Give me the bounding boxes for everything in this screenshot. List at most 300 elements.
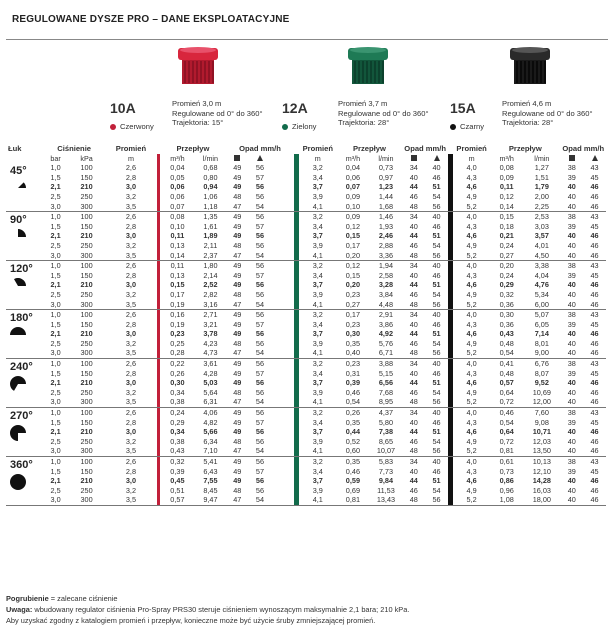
table-cell: 56 — [255, 310, 265, 320]
table-cell: 0,26 — [170, 368, 185, 378]
table-cell: 250 — [80, 240, 93, 250]
unit-lmin: l/min — [378, 153, 394, 163]
arc-cell — [6, 261, 43, 310]
table-cell: 210 — [80, 476, 93, 486]
table-cell: 2,6 — [125, 261, 137, 271]
table-row — [6, 163, 606, 173]
table-cell: 4,1 — [299, 202, 336, 212]
table-cell: 4,50 — [523, 251, 560, 261]
table-cell: 57 — [255, 368, 265, 378]
table-cell: 0,80 — [203, 172, 218, 182]
arc-90-icon — [10, 229, 43, 248]
table-cell: 2,37 — [195, 251, 226, 261]
triangle-precip-icon — [592, 155, 598, 161]
table-cell: 54 — [432, 240, 441, 250]
table-cell: 2,8 — [125, 417, 137, 427]
table-cell: 4,1 — [299, 251, 336, 261]
spacer-cell — [271, 310, 294, 320]
table-cell: 4,3 — [466, 319, 477, 329]
table-cell: 3,88 — [378, 359, 394, 369]
table-row — [6, 182, 606, 192]
table-cell: 47 — [226, 251, 249, 261]
table-cell: 100 — [80, 212, 93, 222]
table-cell: 46 — [409, 387, 418, 397]
arc-270-icon — [10, 425, 43, 444]
table-cell: 4,6 — [466, 280, 477, 290]
nozzle-12a-image — [338, 44, 398, 90]
table-cell: 5,66 — [203, 427, 218, 437]
table-cell: 47 — [226, 202, 249, 212]
table-cell: 4,3 — [466, 221, 477, 231]
table-cell: 0,07 — [345, 182, 360, 192]
table-cell: 10,13 — [532, 457, 551, 466]
table-cell: 0,26 — [345, 408, 360, 418]
table-row — [6, 320, 606, 330]
table-cell: 0,17 — [345, 240, 360, 250]
table-cell: 34 — [409, 457, 418, 466]
table-cell: 4,9 — [466, 387, 477, 397]
table-cell: 0,64 — [499, 387, 514, 397]
table-cell: 0,12 — [499, 191, 514, 201]
table-cell: 4,1 — [299, 348, 336, 358]
table-cell: 3,9 — [312, 485, 323, 495]
col-radius-10a: Promień — [115, 144, 147, 153]
table-cell: 40 — [409, 466, 418, 476]
table-cell: 150 — [80, 466, 93, 476]
arc-label: 180° — [10, 312, 33, 325]
table-cell: 48 — [233, 485, 242, 495]
table-cell: 0,17 — [345, 310, 360, 320]
table-cell: 5,83 — [378, 457, 394, 466]
table-cell: 5,2 — [453, 495, 490, 505]
table-cell: 3,9 — [312, 436, 323, 446]
table-cell: 44 — [409, 280, 418, 290]
page-title: REGULOWANE DYSZE PRO – DANE EKSPLOATACYJNE — [12, 14, 290, 25]
table-cell: 150 — [80, 368, 93, 378]
table-cell: 34 — [409, 212, 418, 222]
table-cell: 0,44 — [345, 427, 360, 437]
table-cell: 0,54 — [490, 348, 523, 358]
model-10a: 10A — [110, 100, 136, 116]
table-cell: 38 — [567, 359, 576, 369]
table-cell: 51 — [432, 378, 441, 388]
table-cell: 8,01 — [534, 338, 549, 348]
table-row — [6, 495, 606, 505]
table-cell: 3,2 — [125, 289, 137, 299]
table-cell: 4,1 — [299, 300, 336, 310]
table-cell: 1,94 — [378, 261, 394, 271]
table-cell: 45 — [590, 368, 599, 378]
table-cell: 3,36 — [369, 251, 402, 261]
table-cell: 11,53 — [377, 485, 395, 495]
table-cell: 56 — [255, 191, 265, 201]
table-cell: 44 — [409, 231, 418, 241]
table-cell: 0,38 — [160, 397, 195, 407]
table-row — [6, 446, 606, 456]
table-cell: 3,5 — [105, 495, 157, 505]
table-cell: 56 — [425, 251, 448, 261]
table-cell: 3,9 — [312, 338, 323, 348]
table-cell: 1,0 — [50, 457, 61, 466]
table-cell: 3,28 — [378, 280, 394, 290]
spacer-cell — [271, 329, 294, 339]
table-cell: 51 — [432, 182, 441, 192]
table-cell: 56 — [425, 202, 448, 212]
table-cell: 40 — [409, 172, 418, 182]
table-cell: 3,61 — [203, 359, 218, 369]
table-cell: 38 — [567, 457, 576, 466]
table-row — [6, 202, 606, 212]
table-cell: 1,0 — [50, 163, 61, 173]
table-cell: 40 — [567, 485, 576, 495]
table-cell: 0,07 — [160, 202, 195, 212]
table-cell: 4,1 — [299, 397, 336, 407]
table-row — [6, 192, 606, 202]
table-cell: 5,2 — [453, 300, 490, 310]
table-cell: 3,0 — [125, 182, 137, 192]
table-cell: 3,7 — [312, 476, 323, 486]
table-cell: 0,73 — [499, 466, 514, 476]
table-cell: 5,2 — [453, 348, 490, 358]
title-divider — [6, 39, 608, 40]
table-cell: 0,36 — [490, 300, 523, 310]
spacer-cell — [271, 369, 294, 379]
table-cell: 0,57 — [160, 495, 195, 505]
table-cell: 40 — [567, 280, 576, 290]
table-cell: 0,32 — [170, 457, 185, 466]
table-cell: 7,73 — [378, 466, 394, 476]
color-label-15a: Czarny — [450, 122, 484, 131]
table-cell: 56 — [255, 289, 265, 299]
table-cell: 9,84 — [378, 476, 394, 486]
table-cell: 0,57 — [499, 378, 514, 388]
table-cell: 0,48 — [499, 338, 514, 348]
table-cell: 40 — [567, 182, 576, 192]
table-cell: 40 — [567, 476, 576, 486]
table-cell: 0,12 — [345, 221, 360, 231]
table-cell: 45 — [590, 221, 599, 231]
table-cell: 54 — [249, 348, 272, 358]
table-cell: 2,1 — [50, 182, 61, 192]
spacer-cell — [271, 359, 294, 369]
table-cell: 3,5 — [105, 251, 157, 261]
table-cell: 49 — [233, 319, 242, 329]
table-cell: 6,05 — [534, 319, 549, 329]
table-cell: 46 — [590, 476, 599, 486]
table-cell: 49 — [233, 368, 242, 378]
spacer-cell — [271, 241, 294, 251]
table-cell: 47 — [226, 348, 249, 358]
table-cell: 1,0 — [50, 359, 61, 369]
triangle-precip-icon — [434, 155, 440, 161]
table-cell: 46 — [409, 240, 418, 250]
table-row — [6, 300, 606, 310]
table-cell: 3,2 — [125, 436, 137, 446]
table-cell: 6,71 — [369, 348, 402, 358]
table-cell: 4,1 — [299, 495, 336, 505]
table-cell: 0,23 — [170, 329, 185, 339]
table-cell: 44 — [409, 476, 418, 486]
table-cell: 0,46 — [345, 387, 360, 397]
table-cell: 40 — [432, 359, 441, 369]
table-cell: 5,2 — [453, 251, 490, 261]
table-cell: 46 — [583, 300, 606, 310]
spacer-cell — [271, 418, 294, 428]
table-cell: 2,8 — [125, 270, 137, 280]
table-cell: 0,14 — [160, 251, 195, 261]
table-cell: 49 — [233, 172, 242, 182]
table-row — [6, 222, 606, 232]
table-cell: 7,68 — [378, 387, 394, 397]
table-cell: 40 — [567, 329, 576, 339]
table-cell: 2,1 — [50, 231, 61, 241]
table-cell: 56 — [255, 212, 265, 222]
footnote-note: Uwaga: wbudowany regulator ciśnienia Pro-Spray PRS30 steruje ciśnieniem wynoszącym maksymalnie 2,1 bara; 210 kPa. — [6, 605, 410, 614]
table-cell: 0,17 — [170, 289, 185, 299]
table-cell: 0,16 — [170, 310, 185, 320]
table-cell: 45 — [590, 466, 599, 476]
spacer-cell — [271, 378, 294, 388]
table-cell: 9,47 — [195, 495, 226, 505]
table-cell: 1,18 — [195, 202, 226, 212]
table-cell: 40 — [567, 289, 576, 299]
table-cell: 0,59 — [345, 476, 360, 486]
table-cell: 9,52 — [534, 378, 549, 388]
table-cell: 210 — [80, 378, 93, 388]
table-cell: 4,6 — [466, 378, 477, 388]
table-cell: 45 — [590, 417, 599, 427]
table-cell: 5,15 — [378, 368, 394, 378]
table-cell: 40 — [567, 427, 576, 437]
table-cell: 150 — [80, 319, 93, 329]
table-cell: 6,00 — [523, 300, 560, 310]
table-row — [6, 427, 606, 437]
table-cell: 43 — [590, 163, 599, 173]
table-cell: 49 — [233, 417, 242, 427]
arc-cell — [6, 163, 43, 211]
col-pressure: Ciśnienie — [57, 144, 92, 153]
table-cell: 39 — [567, 172, 576, 182]
table-cell: 34 — [409, 359, 418, 369]
table-cell: 0,11 — [170, 231, 185, 241]
table-cell: 9,08 — [534, 417, 549, 427]
table-cell: 38 — [567, 212, 576, 222]
table-cell: 56 — [255, 240, 265, 250]
footnote-bold: Pogrubienie = zalecane ciśnienie — [6, 594, 118, 603]
table-row — [6, 388, 606, 398]
table-cell: 0,06 — [345, 172, 360, 182]
table-cell: 1,06 — [203, 191, 218, 201]
table-cell: 2,71 — [203, 310, 218, 320]
table-cell: 0,22 — [170, 359, 185, 369]
table-cell: 48 — [233, 338, 242, 348]
spacer-cell — [271, 261, 294, 271]
table-cell: 3,84 — [378, 289, 394, 299]
table-cell: 56 — [425, 397, 448, 407]
table-cell: 100 — [80, 261, 93, 271]
table-cell: 56 — [255, 261, 265, 271]
table-cell: 2,6 — [125, 212, 137, 222]
table-cell: 300 — [68, 202, 105, 212]
table-cell: 3,0 — [43, 348, 68, 358]
table-cell: 1,5 — [50, 368, 61, 378]
table-cell: 8,07 — [534, 368, 549, 378]
table-cell: 6,31 — [195, 397, 226, 407]
spacer-cell — [271, 397, 294, 407]
table-cell: 40 — [567, 240, 576, 250]
table-cell: 46 — [409, 436, 418, 446]
table-cell: 0,29 — [499, 280, 514, 290]
table-cell: 43 — [590, 457, 599, 466]
table-cell: 46 — [590, 436, 599, 446]
unit-m3h: m³/h — [345, 153, 361, 163]
table-cell: 4,9 — [466, 485, 477, 495]
table-cell: 3,2 — [312, 457, 323, 466]
table-cell: 1,08 — [490, 495, 523, 505]
table-cell: 18,00 — [523, 495, 560, 505]
table-cell: 0,39 — [170, 466, 185, 476]
table-cell: 150 — [80, 417, 93, 427]
green-dot-icon — [282, 124, 288, 130]
table-cell: 4,6 — [466, 476, 477, 486]
table-cell: 3,7 — [312, 182, 323, 192]
arc-label: 45° — [10, 165, 27, 178]
table-cell: 54 — [249, 495, 272, 505]
table-cell: 3,0 — [125, 231, 137, 241]
table-cell: 0,25 — [170, 338, 185, 348]
table-cell: 0,08 — [170, 212, 185, 222]
spacer-cell — [271, 486, 294, 496]
table-cell: 0,10 — [336, 202, 369, 212]
table-row — [6, 241, 606, 251]
table-cell: 54 — [432, 289, 441, 299]
table-cell: 0,15 — [345, 270, 360, 280]
table-cell: 3,0 — [43, 251, 68, 261]
table-cell: 54 — [249, 300, 272, 310]
table-cell: 1,79 — [534, 182, 549, 192]
col-flow-15a: Przepływ — [508, 144, 542, 153]
spacer-cell — [271, 182, 294, 192]
table-cell: 3,4 — [312, 270, 323, 280]
table-cell: 49 — [233, 457, 242, 466]
table-cell: 0,45 — [170, 476, 185, 486]
table-row — [6, 408, 606, 418]
table-cell: 0,11 — [170, 261, 185, 271]
table-cell: 12,00 — [523, 397, 560, 407]
table-cell: 6,34 — [203, 436, 218, 446]
table-cell: 0,04 — [345, 163, 360, 173]
table-cell: 100 — [80, 163, 93, 173]
table-cell: 150 — [80, 172, 93, 182]
table-cell: 51 — [432, 476, 441, 486]
table-cell: 210 — [80, 231, 93, 241]
table-cell: 48 — [402, 251, 425, 261]
table-body — [6, 163, 606, 505]
table-cell: 0,20 — [336, 251, 369, 261]
table-cell: 300 — [68, 251, 105, 261]
table-cell: 1,5 — [50, 466, 61, 476]
table-cell: 0,46 — [345, 466, 360, 476]
table-row — [6, 261, 606, 271]
table-cell: 40 — [567, 436, 576, 446]
table-row — [6, 457, 606, 467]
table-cell: 54 — [249, 202, 272, 212]
table-row — [6, 280, 606, 290]
table-cell: 49 — [233, 163, 242, 173]
table-cell: 300 — [68, 495, 105, 505]
red-dot-icon — [110, 124, 116, 130]
table-cell: 5,34 — [534, 289, 549, 299]
table-cell: 0,36 — [499, 319, 514, 329]
table-row — [6, 348, 606, 358]
col-precip-12a: Opad mm/h — [404, 144, 447, 153]
table-cell: 0,81 — [336, 495, 369, 505]
spacer-cell — [271, 320, 294, 330]
table-cell: 0,64 — [499, 427, 514, 437]
table-cell: 46 — [590, 329, 599, 339]
table-cell: 2,8 — [125, 172, 137, 182]
table-cell: 56 — [255, 338, 265, 348]
unit-bar: bar — [50, 153, 61, 163]
table-cell: 49 — [233, 359, 242, 369]
table-cell: 1,61 — [203, 221, 218, 231]
table-cell: 43 — [590, 261, 599, 271]
unit-kpa: kPa — [80, 153, 93, 163]
table-cell: 56 — [425, 300, 448, 310]
table-cell: 0,23 — [345, 319, 360, 329]
arc-label: 120° — [10, 263, 33, 276]
table-cell: 56 — [255, 182, 265, 192]
table-cell: 47 — [226, 495, 249, 505]
table-cell: 3,16 — [195, 300, 226, 310]
table-cell: 1,93 — [378, 221, 394, 231]
table-cell: 2,1 — [50, 329, 61, 339]
table-cell: 3,0 — [43, 397, 68, 407]
table-cell: 49 — [233, 476, 242, 486]
table-cell: 48 — [402, 300, 425, 310]
arc-120-icon — [10, 278, 43, 297]
table-cell: 46 — [409, 338, 418, 348]
table-cell: 0,21 — [499, 231, 514, 241]
table-cell: 1,5 — [50, 319, 61, 329]
arc-label: 360° — [10, 459, 33, 471]
table-cell: 0,30 — [499, 310, 514, 320]
table-cell: 3,4 — [312, 319, 323, 329]
table-row — [6, 397, 606, 407]
table-cell: 4,6 — [466, 329, 477, 339]
table-cell: 4,3 — [466, 466, 477, 476]
table-cell: 3,9 — [312, 240, 323, 250]
table-cell: 4,1 — [299, 446, 336, 456]
table-cell: 54 — [432, 387, 441, 397]
table-cell: 38 — [567, 163, 576, 173]
table-cell: 5,2 — [453, 446, 490, 456]
spec-15a: Promień 4,6 m Regulowane od 0° do 360° Trajektoria: 28° — [502, 99, 593, 128]
table-cell: 3,9 — [312, 191, 323, 201]
table-cell: 2,52 — [203, 280, 218, 290]
table-cell: 0,34 — [170, 387, 185, 397]
spacer-cell — [271, 388, 294, 398]
table-cell: 0,06 — [170, 191, 185, 201]
spacer-cell — [271, 437, 294, 447]
table-cell: 0,86 — [499, 476, 514, 486]
table-cell: 56 — [425, 495, 448, 505]
table-cell: 40 — [409, 319, 418, 329]
unit-m3h: m³/h — [499, 153, 514, 163]
table-cell: 39 — [567, 466, 576, 476]
table-cell: 43 — [590, 310, 599, 320]
table-cell: 2,6 — [125, 457, 137, 466]
